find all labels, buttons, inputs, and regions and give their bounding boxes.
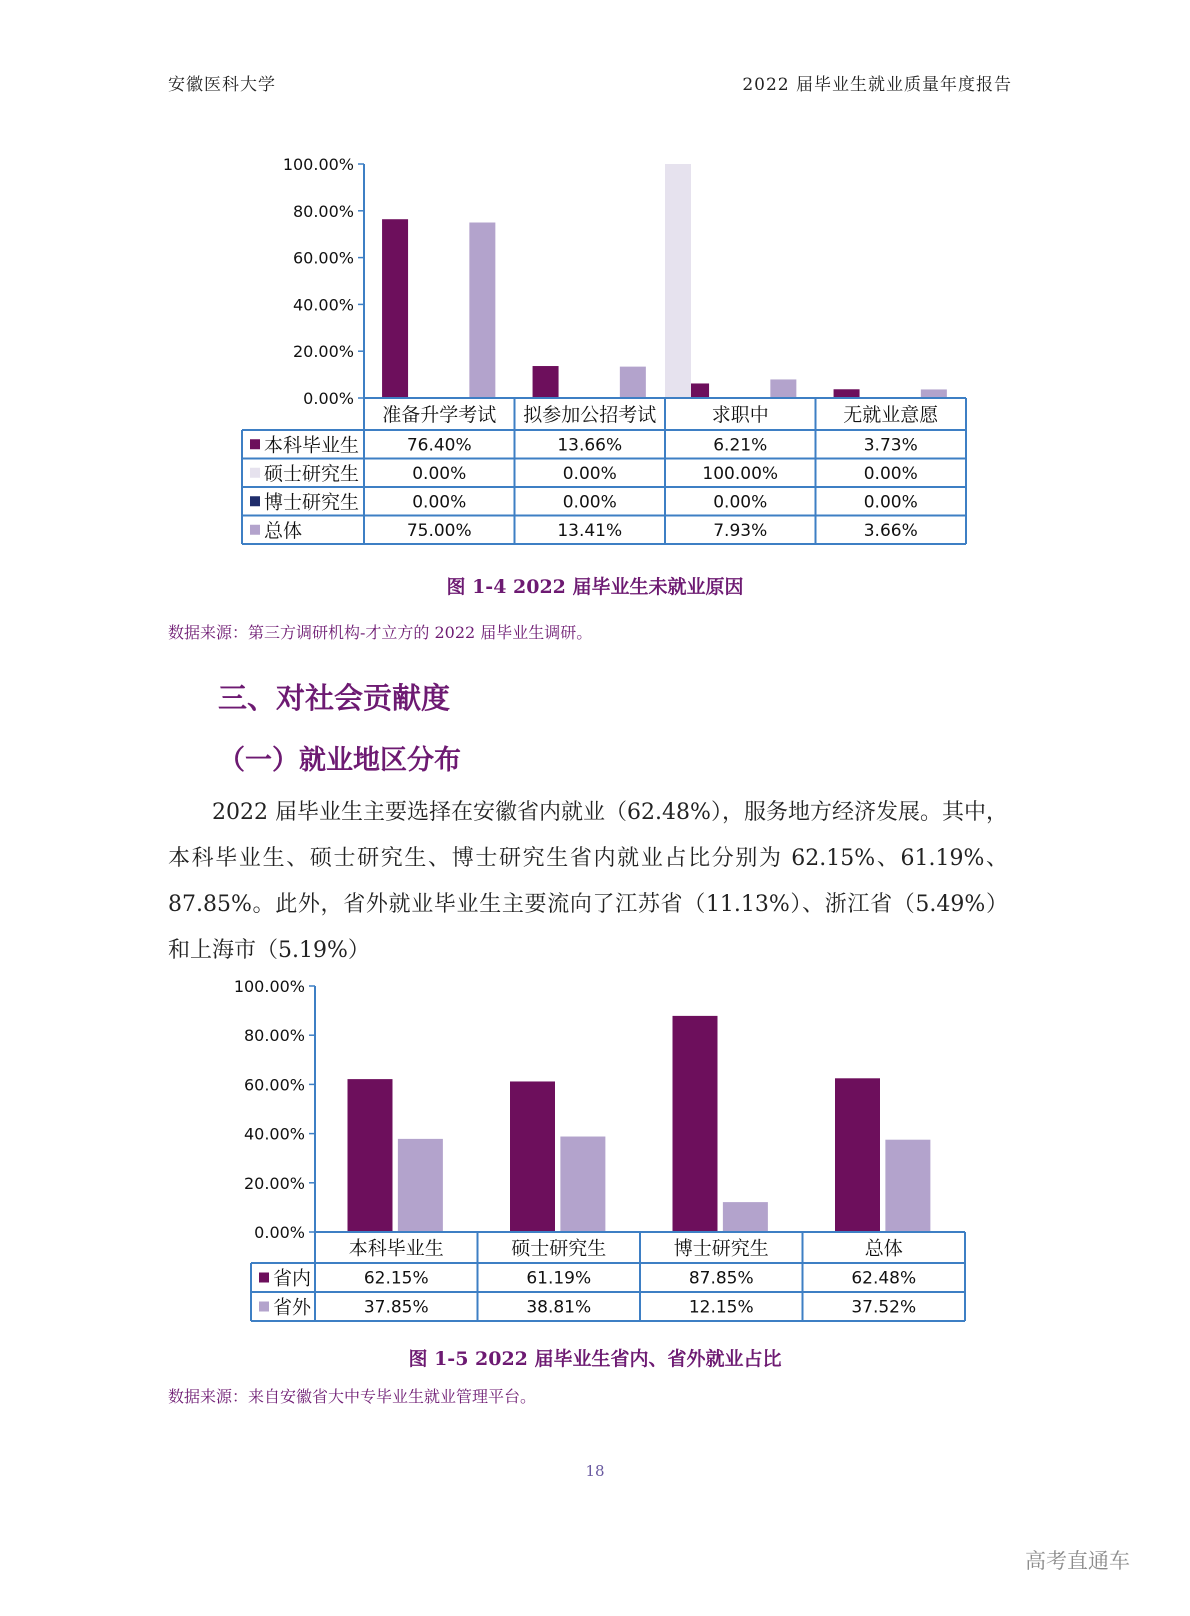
bar-1 <box>834 389 860 398</box>
figure2-source: 数据来源：来自安徽省大中专毕业生就业管理平台。 <box>168 1387 537 1406</box>
table-value: 38.81% <box>526 1297 592 1318</box>
bar-4 <box>921 389 947 398</box>
bar-2 <box>665 164 691 398</box>
y-tick-label: 100.00% <box>282 155 354 174</box>
table-value: 0.00% <box>562 463 617 484</box>
bar-2 <box>723 1202 768 1232</box>
table-value: 3.66% <box>863 520 918 541</box>
bar-1 <box>348 1079 393 1232</box>
bar-1 <box>835 1078 880 1232</box>
legend-swatch <box>250 525 260 535</box>
bar-2 <box>560 1137 605 1232</box>
bar-1 <box>510 1081 555 1232</box>
watermark: 高考直通车 <box>1025 1549 1130 1573</box>
legend-swatch <box>250 439 260 449</box>
table-value: 62.15% <box>363 1268 429 1289</box>
y-tick-label: 60.00% <box>243 1075 305 1095</box>
bar-4 <box>770 379 796 398</box>
y-tick-label: 40.00% <box>292 295 354 315</box>
table-value: 76.40% <box>406 435 472 456</box>
legend-label: 硕士研究生 <box>264 462 360 485</box>
table-value: 0.00% <box>562 492 617 513</box>
legend-label: 省外 <box>273 1296 312 1319</box>
bar-1 <box>533 366 559 398</box>
legend-label: 博士研究生 <box>264 491 360 514</box>
x-category-label: 本科毕业生 <box>348 1237 444 1260</box>
bar-4 <box>469 223 495 399</box>
table-value: 0.00% <box>412 492 467 513</box>
table-value: 0.00% <box>412 463 467 484</box>
section-paragraph: 2022 届毕业生主要选择在安徽省内就业（62.48%），服务地方经济发展。其中，本科毕业生、硕士研究生、博士研究生省内就业占比分别为 62.15%、61.19%、87.85%。此外，省外就业毕业生主要流向了江苏省（11.13%）、浙江省（5.49%）和上海市（5.19%） <box>168 800 1008 963</box>
chart-unemployment-reasons <box>230 150 980 550</box>
bar-2 <box>398 1139 443 1232</box>
table-value: 13.41% <box>557 520 623 541</box>
y-tick-label: 0.00% <box>303 389 354 408</box>
y-tick-label: 100.00% <box>233 977 305 996</box>
table-value: 75.00% <box>406 520 472 541</box>
table-value: 0.00% <box>713 492 768 513</box>
figure1-source: 数据来源：第三方调研机构-才立方的 2022 届毕业生调研。 <box>168 623 593 642</box>
x-category-label: 准备升学考试 <box>382 404 497 426</box>
y-tick-label: 0.00% <box>254 1223 305 1242</box>
legend-swatch <box>259 1273 269 1283</box>
legend-label: 本科毕业生 <box>264 434 360 457</box>
y-tick-label: 80.00% <box>292 201 354 221</box>
legend-swatch <box>250 496 260 506</box>
table-value: 0.00% <box>863 463 918 484</box>
legend-label: 省内 <box>273 1267 312 1290</box>
x-category-label: 博士研究生 <box>673 1237 769 1260</box>
legend-swatch <box>250 468 260 478</box>
y-tick-label: 40.00% <box>243 1124 305 1144</box>
x-category-label: 拟参加公招考试 <box>523 404 657 426</box>
x-category-label: 无就业意愿 <box>843 404 939 426</box>
section-title: 三、对社会贡献度 <box>218 681 451 715</box>
table-value: 61.19% <box>526 1268 592 1289</box>
table-value: 3.73% <box>863 435 918 456</box>
table-value: 12.15% <box>688 1297 754 1318</box>
y-tick-label: 20.00% <box>243 1173 305 1193</box>
table-value: 37.52% <box>851 1297 917 1318</box>
header-right-title: 2022 届毕业生就业质量年度报告 <box>742 75 1012 95</box>
figure2-caption: 图 1-5 2022 届毕业生省内、省外就业占比 <box>408 1348 782 1370</box>
table-value: 0.00% <box>863 492 918 513</box>
table-value: 13.66% <box>557 435 623 456</box>
table-value: 7.93% <box>713 520 768 541</box>
y-tick-label: 80.00% <box>243 1026 305 1046</box>
x-category-label: 求职中 <box>711 404 769 426</box>
y-tick-label: 20.00% <box>292 342 354 362</box>
chart-in-out-province <box>225 972 985 1330</box>
x-category-label: 硕士研究生 <box>511 1237 607 1260</box>
table-value: 62.48% <box>851 1268 917 1289</box>
page-number: 18 <box>585 1462 605 1480</box>
y-tick-label: 60.00% <box>292 248 354 268</box>
bar-1 <box>382 219 408 398</box>
table-value: 100.00% <box>702 463 779 484</box>
figure1-caption: 图 1-4 2022 届毕业生未就业原因 <box>446 576 744 598</box>
table-value: 87.85% <box>688 1268 754 1289</box>
section-subtitle: （一）就业地区分布 <box>218 745 461 776</box>
header-left-title: 安徽医科大学 <box>168 75 276 95</box>
x-category-label: 总体 <box>864 1237 903 1260</box>
legend-swatch <box>259 1302 269 1312</box>
bar-4 <box>620 367 646 398</box>
legend-label: 总体 <box>264 519 303 542</box>
bar-1 <box>673 1016 718 1232</box>
table-value: 6.21% <box>713 435 768 456</box>
bar-2 <box>885 1140 930 1232</box>
table-value: 37.85% <box>363 1297 429 1318</box>
